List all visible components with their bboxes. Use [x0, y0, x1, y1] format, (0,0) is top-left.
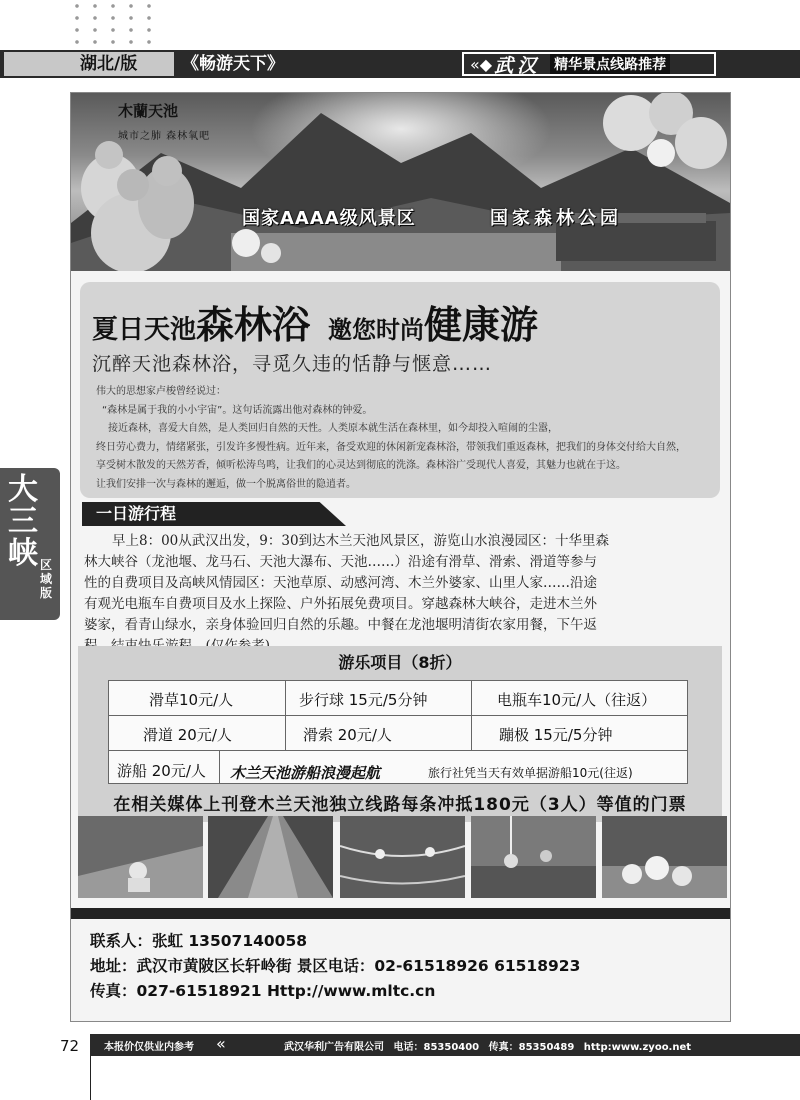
activity-item: 滑索 20元/人	[303, 726, 392, 744]
intro-line: “森林是属于我的小小宇宙”。这句话流露出他对森林的钟爱。	[102, 404, 373, 416]
headline-part-2: 邀您时尚	[328, 316, 425, 344]
headline	[92, 294, 538, 349]
section-side-tab	[0, 468, 60, 620]
page-number: 72	[60, 1037, 80, 1055]
table-divider	[109, 750, 687, 751]
decorative-dot-grid	[68, 0, 164, 46]
footer-company: 武汉华利广告有限公司 电话：85350400 传真：85350489 http:www.zyoo.net	[284, 1042, 692, 1053]
scenic-rating: 国家AAAA级风景区	[242, 208, 416, 229]
headline-emphasis-2: 健康游	[424, 303, 539, 347]
tour-line: 早上8：00从武汉出发，9：30到达木兰天池风景区，游览山水浪漫园区：十华里森	[112, 533, 610, 549]
activity-item: 游船 20元/人	[117, 762, 206, 780]
activities-title: 游乐项目（8折）	[338, 653, 462, 672]
activity-item: 滑道 20元/人	[143, 726, 232, 744]
tour-description	[84, 531, 716, 657]
headline-emphasis-1: 森林浴	[196, 303, 311, 347]
side-tab-subtitle: 区域版	[40, 558, 53, 600]
brand-name: 木蘭天池	[118, 102, 179, 120]
photo-water-balls	[602, 816, 727, 898]
table-divider	[471, 681, 472, 750]
photo-grass-slide	[208, 816, 333, 898]
intro-text	[96, 383, 716, 495]
tour-line: 性的自费项目及高峡风情园区：天池草原、动感河湾、木兰外婆家、山里人家……沿途	[84, 575, 597, 591]
activity-item: 步行球 15元/5分钟	[299, 691, 428, 709]
tour-title: 一日游行程	[96, 504, 177, 523]
intro-line: 终日劳心费力，情绪紧张，引发许多慢性病。近年来，备受欢迎的休闲新宠森林浴，带领我们重返森林，把我们的身体交付给大自然，	[96, 441, 686, 453]
contact-address: 地址：武汉市黄陂区长轩岭街 景区电话：02-61518926 61518923	[90, 957, 581, 975]
cruise-note: 旅行社凭当天有效单据游船10元(往返)	[428, 766, 633, 780]
region-label: 湖北/版	[4, 52, 174, 76]
footer-rule	[90, 1056, 91, 1100]
tour-line: 婆家，看青山绿水，亲身体验回归自然的乐趣。中餐在龙池堰明清街农家用餐，下午返	[84, 617, 597, 633]
city-name: 武汉	[494, 54, 541, 77]
promotion-text: 在相关媒体上刊登木兰天池独立线路每条冲抵180元（3人）等值的门票	[113, 795, 687, 815]
photo-slide	[78, 816, 203, 898]
subheadline: 沉醉天池森林浴，寻觅久违的恬静与惬意……	[92, 353, 493, 375]
column-title: 《畅游天下》	[182, 54, 284, 74]
tour-line: 有观光电瓶车自费项目及水上探险、户外拓展免费项目。穿越森林大峡谷，走进木兰外	[84, 596, 597, 612]
tour-line: 林大峡谷（龙池堰、龙马石、天池大瀑布、天池……）沿途有滑草、滑索、滑道等参与	[84, 554, 597, 570]
brand-slogan: 城市之肺 森林氧吧	[118, 131, 211, 142]
activity-item: 滑草10元/人	[149, 691, 234, 709]
contact-bar	[71, 908, 730, 919]
activity-item: 蹦极 15元/5分钟	[499, 726, 613, 744]
headline-part-1: 夏日天池	[92, 315, 197, 345]
table-divider	[285, 681, 286, 750]
intro-line: 接近森林，喜爱大自然，是人类回归自然的天性。人类原本就生活在森林里，如今却投入喧闹的尘嚣，	[108, 423, 558, 435]
double-arrow-icon: «	[216, 1034, 226, 1053]
recommendation-subtitle: 精华景点线路推荐	[550, 54, 670, 74]
photo-bungee	[471, 816, 596, 898]
side-tab-title: 大三峡	[8, 472, 38, 571]
intro-line: 让我们安排一次与森林的邂逅，做一个脱离俗世的隐逍者。	[96, 478, 356, 490]
intro-line: 享受树木散发的天然芳香，倾听松涛鸟鸣，让我们的心灵达到彻底的洗涤。森林浴广受现代人喜爱，其魅力也就在于这。	[96, 460, 626, 472]
brand-logo	[118, 100, 210, 142]
contact-person: 联系人：张虹 13507140058	[90, 932, 308, 950]
table-divider	[219, 750, 220, 784]
city-recommendation-box	[462, 52, 716, 76]
intro-line: 伟大的思想家卢梭曾经说过：	[96, 386, 226, 397]
contact-fax: 传真：027-61518921 Http://www.mltc.cn	[90, 982, 436, 1000]
footer-note: 本报价仅供业内参考	[104, 1042, 194, 1053]
photo-rope-bridge	[340, 816, 465, 898]
forest-park-title: 国家森林公园	[490, 208, 622, 229]
activity-item: 电瓶车10元/人（往返）	[497, 691, 657, 709]
table-divider	[109, 715, 687, 716]
cruise-slogan: 木兰天池游船浪漫起航	[230, 764, 381, 782]
diamond-arrow-icon: «◆	[470, 54, 493, 74]
